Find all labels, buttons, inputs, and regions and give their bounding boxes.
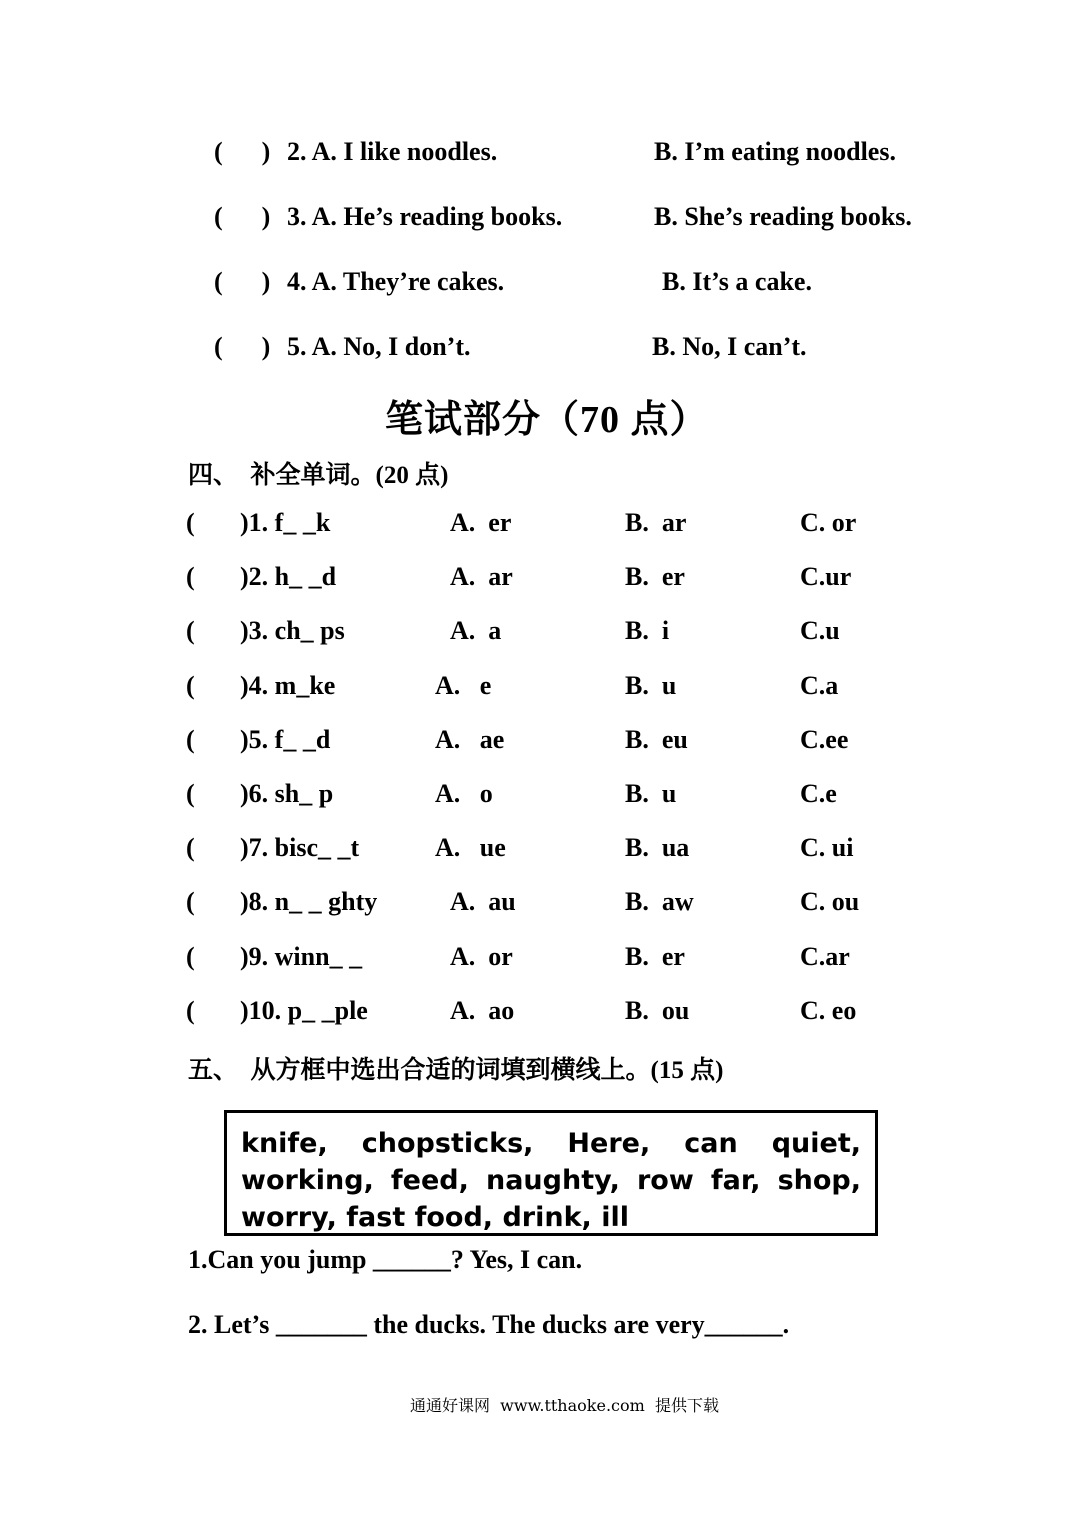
listening-item-5-paren: ( ) [214,332,271,361]
word-blank-2: )2. h_ _d [240,562,337,591]
word-bank-line-3: worry, fast food, drink, ill [241,1202,629,1233]
listening-item-4-option-b: B. It’s a cake. [662,267,812,296]
option-a-7: A. ue [435,833,506,862]
listening-item-2-paren: ( ) [214,137,271,166]
option-a-4: A. e [435,671,492,700]
page-footer: 通通好课网 www.tthaoke.com 提供下载 [410,1396,719,1415]
answer-paren-9: ( [186,942,195,971]
listening-item-3-paren: ( ) [214,202,271,231]
option-a-10: A. ao [450,996,515,1025]
answer-paren-2: ( [186,562,195,591]
word-blank-9: )9. winn_ _ [240,942,363,971]
option-c-2: C.ur [800,562,852,591]
word-blank-8: )8. n_ _ ghty [240,887,378,916]
word-blank-7: )7. bisc_ _t [240,833,360,862]
option-b-2: B. er [625,562,685,591]
option-b-7: B. ua [625,833,690,862]
option-a-8: A. au [450,887,516,916]
option-c-3: C.u [800,616,840,645]
option-b-8: B. aw [625,887,694,916]
option-c-10: C. eo [800,996,857,1025]
listening-item-3-option-a: 3. A. He’s reading books. [287,202,563,231]
option-b-5: B. eu [625,725,688,754]
answer-paren-1: ( [186,508,195,537]
listening-item-4-paren: ( ) [214,267,271,296]
option-b-10: B. ou [625,996,690,1025]
word-blank-3: )3. ch_ ps [240,616,345,645]
word-blank-4: )4. m_ke [240,671,336,700]
option-a-2: A. ar [450,562,513,591]
option-b-1: B. ar [625,508,687,537]
answer-paren-4: ( [186,671,195,700]
option-c-8: C. ou [800,887,860,916]
word-blank-5: )5. f_ _d [240,725,331,754]
option-b-3: B. i [625,616,670,645]
listening-item-5-option-a: 5. A. No, I don’t. [287,332,471,361]
answer-paren-6: ( [186,779,195,808]
word-bank-line-1: knife, chopsticks, Here, can quiet, [241,1128,861,1159]
fill-sentence-2: 2. Let’s _______ the ducks. The ducks are very______. [188,1310,790,1339]
option-c-7: C. ui [800,833,854,862]
section-5-heading: 五、 从方框中选出合适的词填到横线上。(15 点) [188,1057,724,1084]
word-blank-6: )6. sh_ p [240,779,334,808]
listening-item-5-option-b: B. No, I can’t. [652,332,807,361]
option-c-9: C.ar [800,942,850,971]
option-a-6: A. o [435,779,493,808]
listening-item-4-option-a: 4. A. They’re cakes. [287,267,505,296]
answer-paren-10: ( [186,996,195,1025]
answer-paren-5: ( [186,725,195,754]
option-a-1: A. er [450,508,512,537]
answer-paren-7: ( [186,833,195,862]
option-c-5: C.ee [800,725,849,754]
word-bank-box [224,1110,878,1236]
listening-item-2-option-a: 2. A. I like noodles. [287,137,498,166]
option-b-9: B. er [625,942,685,971]
option-a-5: A. ae [435,725,505,754]
option-c-6: C.e [800,779,837,808]
option-b-6: B. u [625,779,677,808]
word-blank-10: )10. p_ _ple [240,996,368,1025]
answer-paren-3: ( [186,616,195,645]
option-b-4: B. u [625,671,677,700]
word-bank-line-2: working, feed, naughty, row far, shop, [241,1165,861,1196]
section-4-heading: 四、 补全单词。(20 点) [188,462,449,489]
fill-sentence-1: 1.Can you jump ______? Yes, I can. [188,1245,583,1274]
option-c-4: C.a [800,671,839,700]
listening-item-3-option-b: B. She’s reading books. [654,202,912,231]
option-c-1: C. or [800,508,857,537]
answer-paren-8: ( [186,887,195,916]
written-part-title: 笔试部分（70 点） [385,399,709,441]
listening-item-2-option-b: B. I’m eating noodles. [654,137,896,166]
option-a-3: A. a [450,616,502,645]
option-a-9: A. or [450,942,513,971]
word-blank-1: )1. f_ _k [240,508,331,537]
